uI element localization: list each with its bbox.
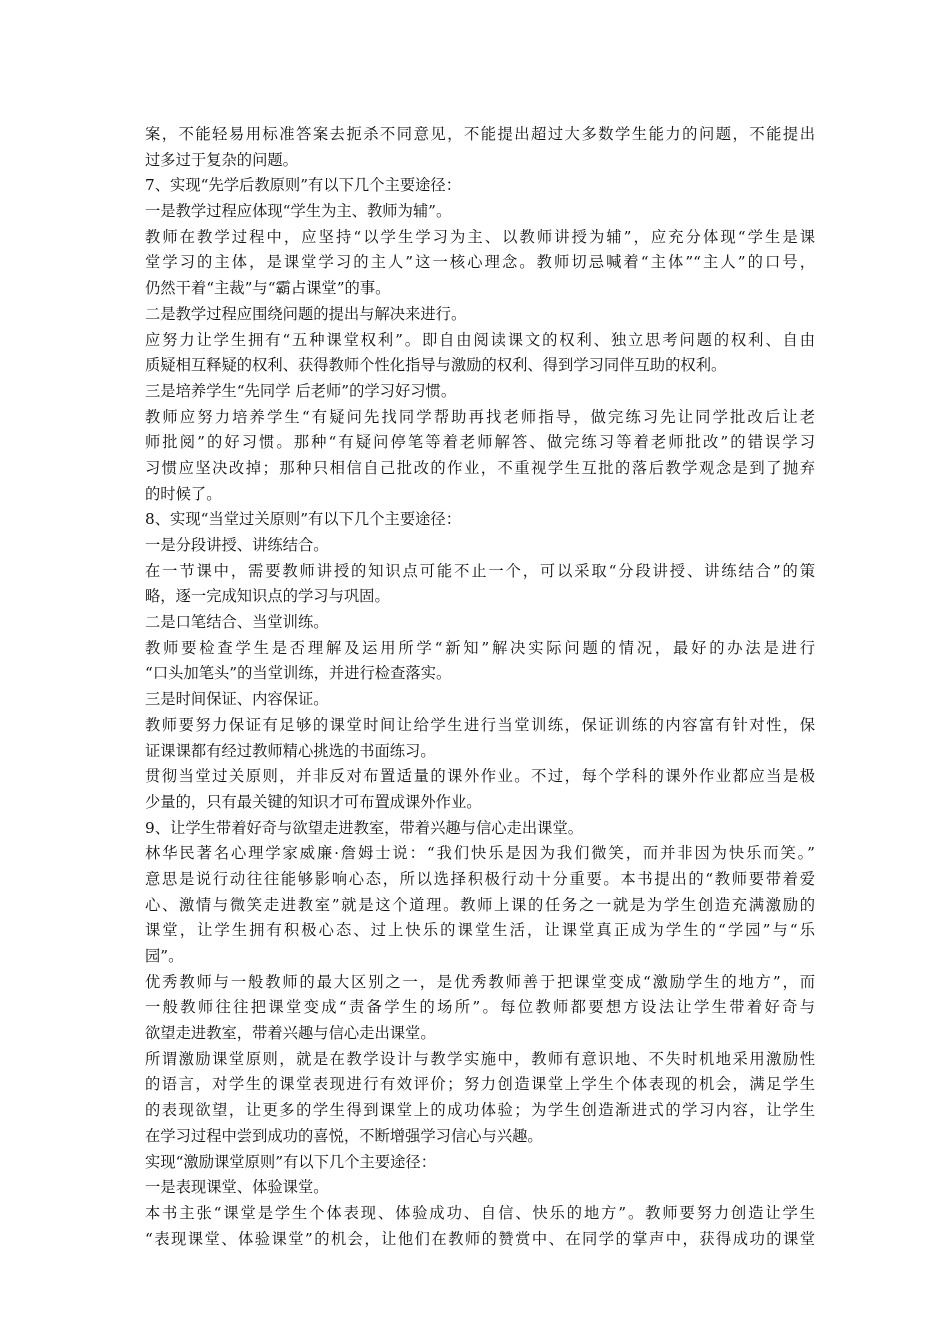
text-line: 质疑相互释疑的权利、获得教师个性化指导与激励的权利、得到学习同伴互助的权利。 — [145, 356, 727, 375]
text-line: 教师要检查学生是否理解及运用所学“新知”解决实际问题的情况，最好的办法是进行 — [145, 638, 815, 657]
text-line: 二是口笔结合、当堂训练。 — [145, 613, 329, 632]
text-line: 仍然干着“主裁”与“霸占课堂”的事。 — [145, 279, 391, 298]
text-line: 本书主张“课堂是学生个体表现、体验成功、自信、快乐的地方”。教师要努力创造让学生 — [145, 1203, 815, 1222]
text-line: 在一节课中，需要教师讲授的知识点可能不止一个，可以采取“分段讲授、讲练结合”的策 — [145, 561, 815, 580]
text-line: “口头加笔头”的当堂训练，并进行检查落实。 — [145, 664, 452, 683]
text-line: 实现“激励课堂原则”有以下几个主要途径： — [145, 1152, 436, 1171]
document-body — [145, 122, 815, 1252]
text-line: 教师在教学过程中，应坚持“以学生学习为主、以教师讲授为辅”，应充分体现“学生是课 — [145, 227, 815, 246]
text-line: 一是教学过程应体现“学生为主、教师为辅”。 — [145, 202, 452, 221]
text-line: 略，逐一完成知识点的学习与巩固。 — [145, 587, 390, 606]
text-line: 的语言，对学生的课堂表现进行有效评价；努力创造课堂上学生个体表现的机会，满足学生 — [145, 1075, 815, 1094]
text-line: 8、实现“当堂过关原则”有以下几个主要途径： — [145, 510, 462, 529]
text-line: 堂学习的主体，是课堂学习的主人”这一核心理念。教师切忌喊着“主体”“主人”的口号， — [145, 253, 815, 272]
text-line: 7、实现“先学后教原则”有以下几个主要途径： — [145, 176, 462, 195]
text-line: 心、激情与微笑走进教室”就是这个道理。教师上课的任务之一就是为学生创造充满激励的 — [145, 895, 815, 914]
text-line: “表现课堂、体验课堂”的机会，让他们在教师的赞赏中、在同学的掌声中，获得成功的课堂 — [145, 1229, 815, 1248]
text-line: 一是分段讲授、讲练结合。 — [145, 536, 329, 554]
text-line: 的时候了。 — [145, 484, 222, 503]
text-line: 案，不能轻易用标准答案去扼杀不同意见，不能提出超过大多数学生能力的问题，不能提出 — [145, 125, 815, 143]
text-line: 在学习过程中尝到成功的喜悦，不断增强学习信心与兴趣。 — [145, 1126, 543, 1145]
text-line: 贯彻当堂过关原则，并非反对布置适量的课外作业。不过，每个学科的课外作业都应当是极 — [145, 767, 815, 786]
text-line: 意思是说行动往往能够影响心态，所以选择积极行动十分重要。本书提出的“教师要带着爱 — [145, 869, 815, 888]
text-line: 优秀教师与一般教师的最大区别之一，是优秀教师善于把课堂变成“激励学生的地方”，而 — [145, 972, 815, 991]
text-line: 二是教学过程应围绕问题的提出与解决来进行。 — [145, 304, 467, 323]
text-line: 应努力让学生拥有“五种课堂权利”。即自由阅读课文的权利、独立思考问题的权利、自由 — [145, 330, 815, 349]
text-line: 林华民著名心理学家威廉·詹姆士说：“我们快乐是因为我们微笑，而并非因为快乐而笑。” — [145, 844, 815, 863]
text-line: 证课课都有经过教师精心挑选的书面练习。 — [145, 741, 436, 760]
text-line: 三是时间保证、内容保证。 — [145, 690, 329, 709]
text-line: 欲望走进教室，带着兴趣与信心走出课堂。 — [145, 1024, 436, 1043]
text-line: 一般教师往往把课堂变成“责备学生的场所”。每位教师都要想方设法让学生带着好奇与 — [145, 998, 815, 1017]
text-line: 一是表现课堂、体验课堂。 — [145, 1178, 329, 1197]
text-line: 教师要努力保证有足够的课堂时间让给学生进行当堂训练，保证训练的内容富有针对性，保 — [145, 715, 815, 734]
text-line: 9、让学生带着好奇与欲望走进教室，带着兴趣与信心走出课堂。 — [145, 818, 584, 837]
text-line: 的表现欲望，让更多的学生得到课堂上的成功体验；为学生创造渐进式的学习内容，让学生 — [145, 1101, 815, 1120]
text-line: 所谓激励课堂原则，就是在教学设计与教学实施中，教师有意识地、不失时机地采用激励性 — [145, 1049, 815, 1068]
text-line: 少量的，只有最关键的知识才可布置成课外作业。 — [145, 792, 482, 811]
text-line: 园”。 — [145, 947, 184, 965]
text-line: 师批阅”的好习惯。那种“有疑问停笔等着老师解答、做完练习等着老师批改”的错误学习 — [145, 433, 815, 452]
text-line: 课堂，让学生拥有积极心态、过上快乐的课堂生活，让课堂真正成为学生的“学园”与“乐 — [145, 921, 815, 940]
text-line: 教师应努力培养学生“有疑问先找同学帮助再找老师指导，做完练习先让同学批改后让老 — [145, 407, 815, 426]
text-line: 习惯应坚决改掉；那种只相信自己批改的作业，不重视学生互批的落后教学观念是到了抛弃 — [145, 458, 815, 477]
text-line: 三是培养学生“先同学 后老师”的学习好习惯。 — [145, 381, 457, 400]
text-line: 过多过于复杂的问题。 — [145, 150, 298, 169]
